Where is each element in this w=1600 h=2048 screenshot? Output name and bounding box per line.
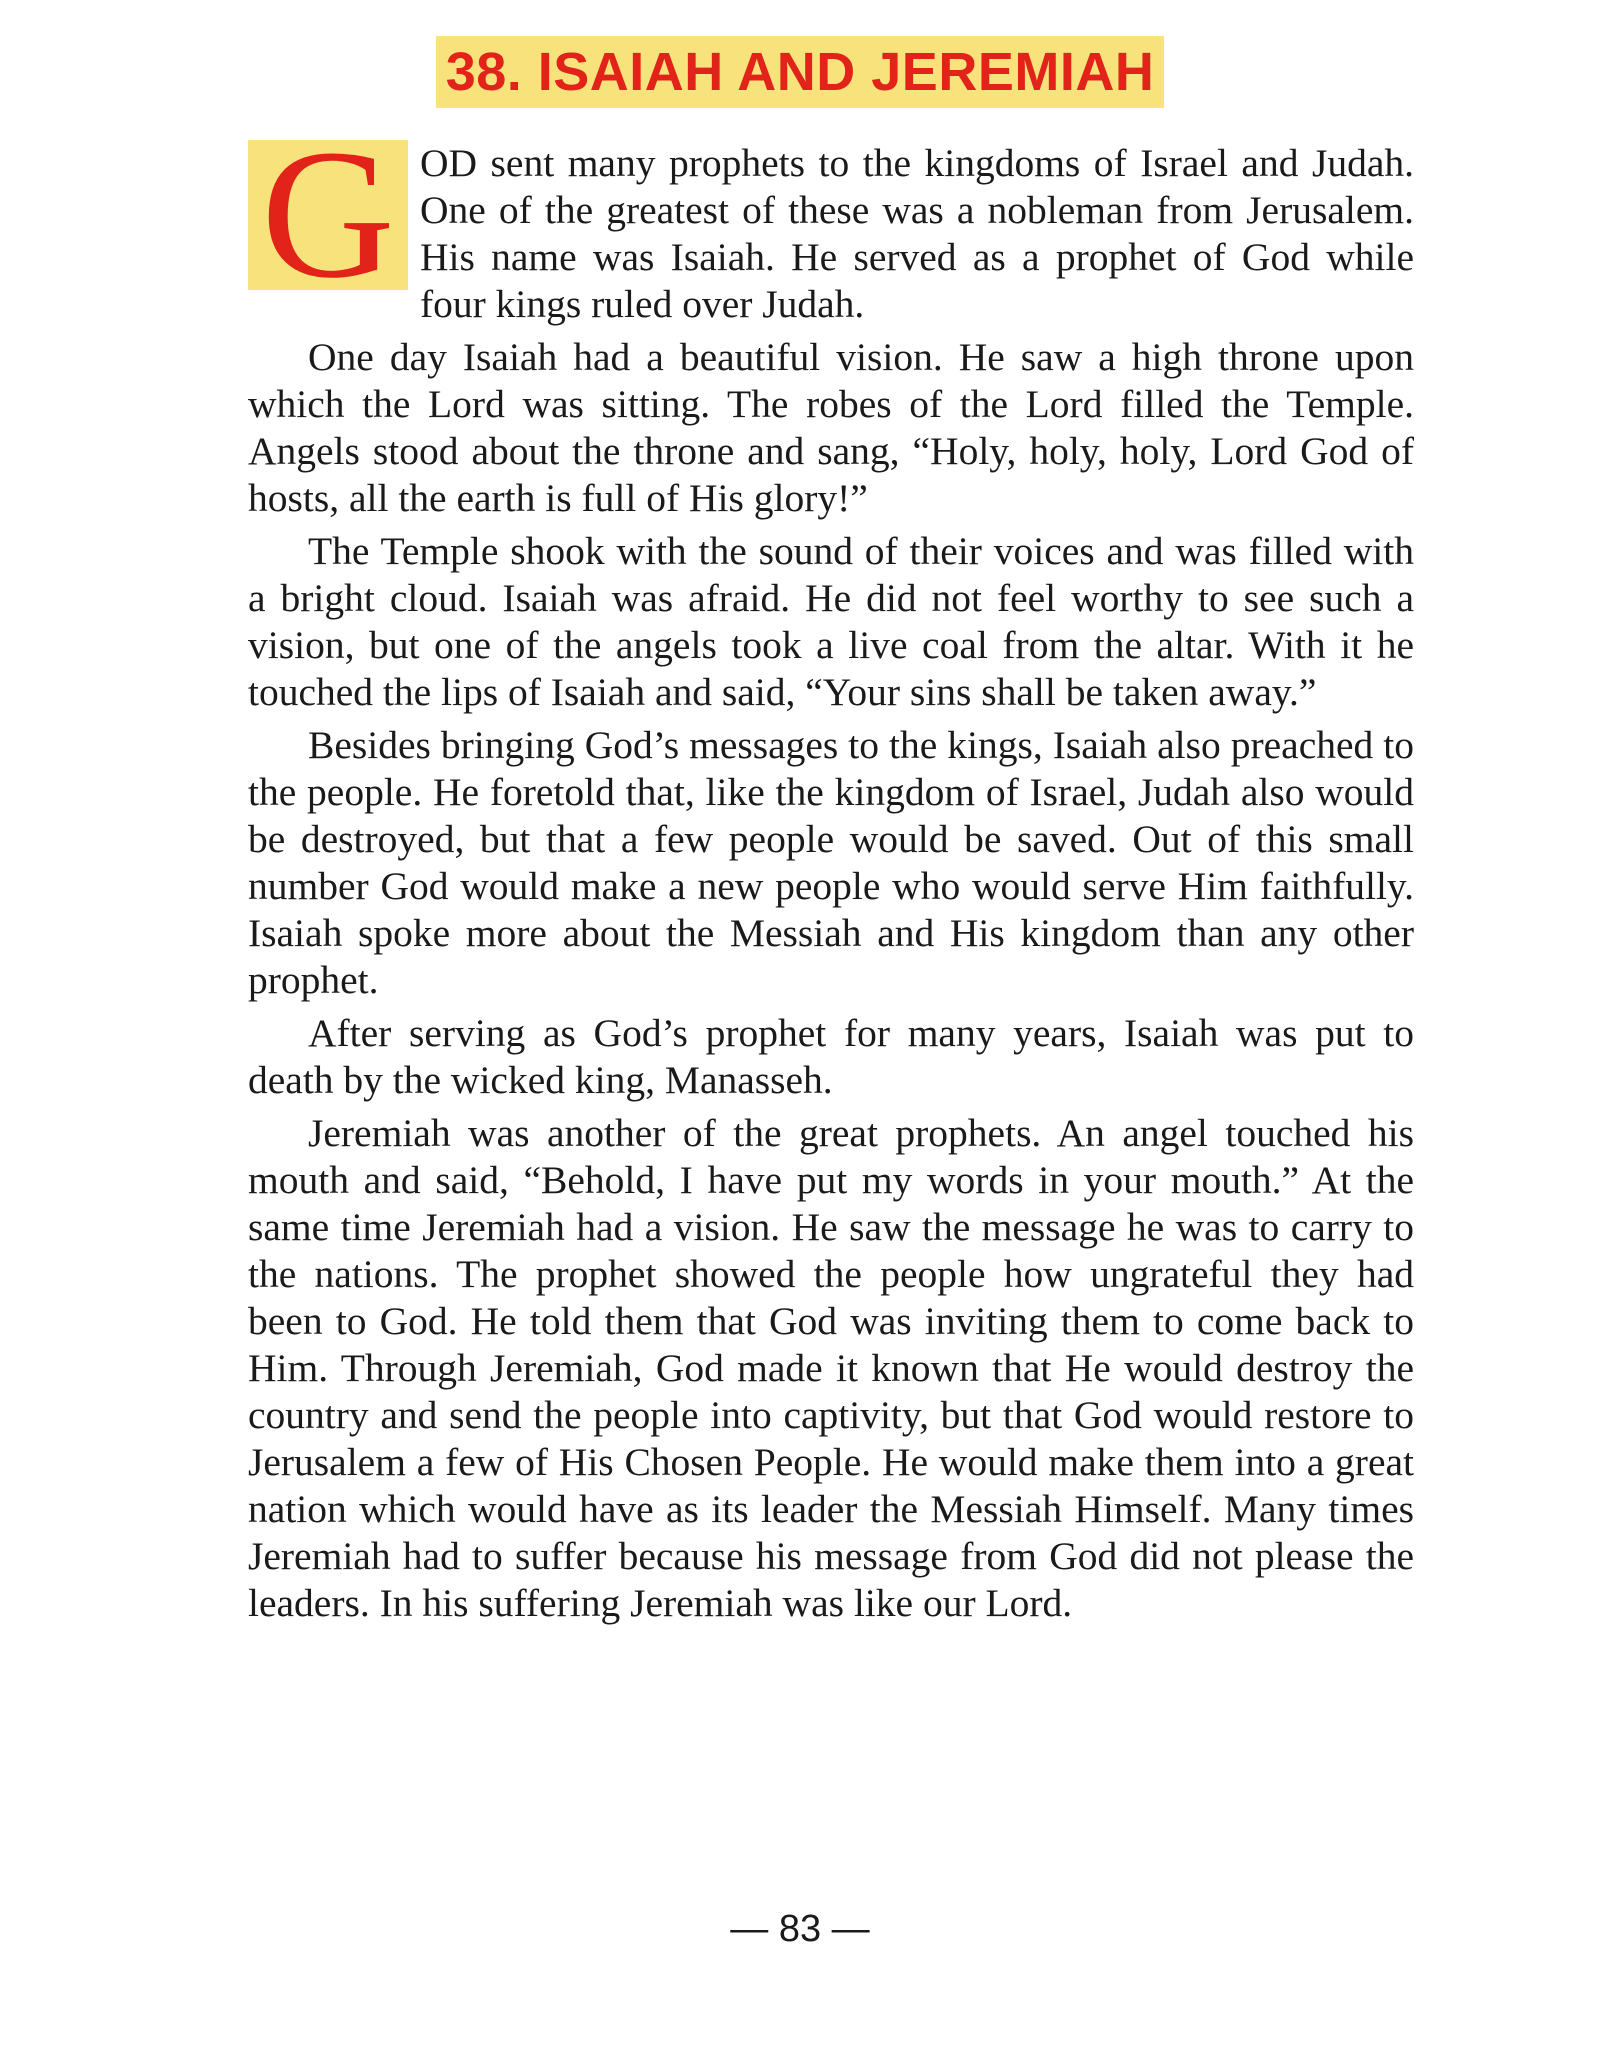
title-wrapper: [0, 36, 1600, 108]
paragraph-5: After serving as God’s prophet for many years, Isaiah was put to death by the wicked king, Manasseh.: [248, 1011, 1414, 1102]
page-number: — 83 —: [730, 1908, 870, 1950]
paragraph-6: Jeremiah was another of the great prophets. An angel touched his mouth and said, “Behold, I have put my words in your mouth.” At the same time Jeremiah had a vision. He saw the message he was to carry to the nations. The prophet showed the people how ungrateful they had been to God. He told them that God was inviting them to come back to Him. Through Jeremiah, God made it known that He would destroy the country and send the people into captivity, but that God would restore to Jerusalem a few of His Chosen People. He would make them into a great nation which would have as its leader the Messiah Himself. Many times Jeremiah had to suffer because his message from God did not please the leaders. In his suffering Jeremiah was like our Lord.: [248, 1111, 1414, 1625]
paragraph-3: The Temple shook with the sound of their voices and was filled with a bright cloud. Isaiah was afraid. He did not feel worthy to see such a vision, but one of the angels took a live coal from the altar. With it he touched the lips of Isaiah and said, “Your sins shall be taken away.”: [248, 529, 1414, 714]
drop-cap-letter: G: [248, 140, 408, 290]
chapter-body: [248, 140, 1414, 1633]
paragraph-1: [248, 140, 1414, 328]
paragraph-2: One day Isaiah had a beautiful vision. He saw a high throne upon which the Lord was sitting. The robes of the Lord filled the Temple. Angels stood about the throne and sang, “Holy, holy, holy, Lord God of hosts, all the earth is full of His glory!”: [248, 335, 1414, 520]
paragraph-4: Besides bringing God’s messages to the kings, Isaiah also preached to the people. He foretold that, like the kingdom of Israel, Judah also would be destroyed, but that a few people would be saved. Out of this small number God would make a new people who would serve Him faithfully. Isaiah spoke more about the Messiah and His kingdom than any other prophet.: [248, 723, 1414, 1002]
paragraph-1-text: OD sent many prophets to the kingdoms of Israel and Judah. One of the greatest of these was a nobleman from Jerusalem. His name was Isaiah. He served as a prophet of God while four kings ruled over Judah.: [420, 141, 1414, 326]
chapter-title: 38. ISAIAH AND JEREMIAH: [436, 36, 1165, 108]
